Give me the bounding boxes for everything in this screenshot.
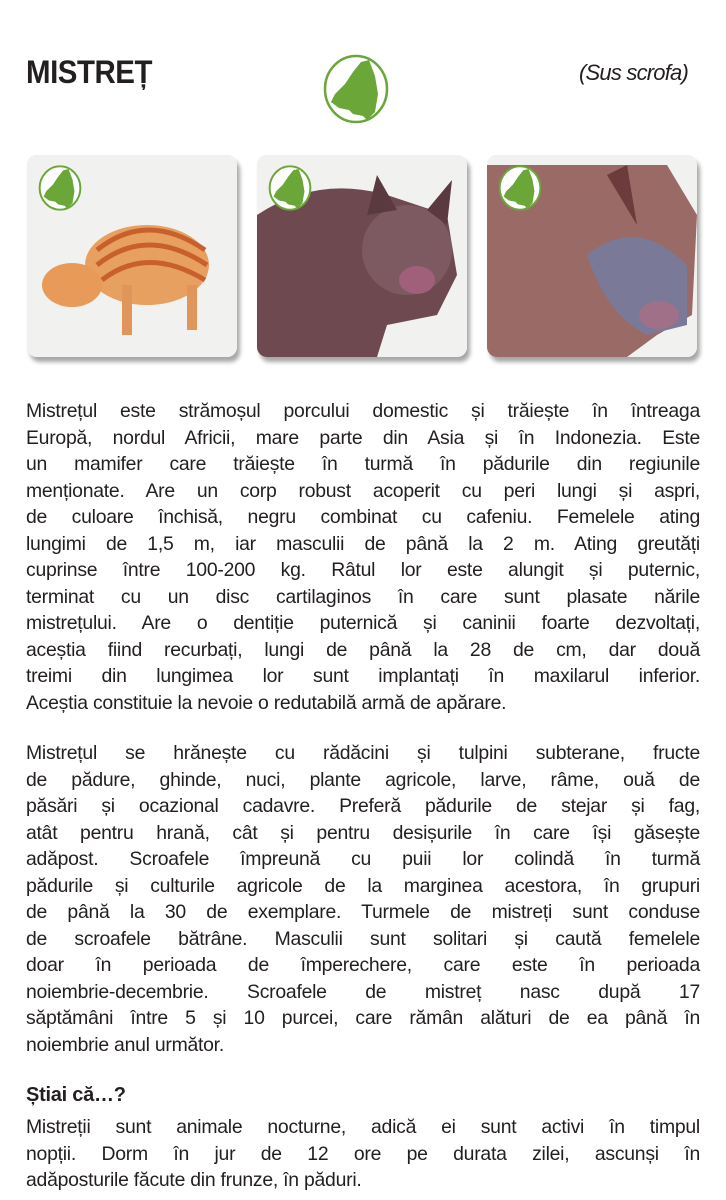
fact-heading: Știai că…? xyxy=(26,1084,126,1106)
text-line: păsări și ocazional cadavre. Preferă pădurile de stejar și fag, xyxy=(26,795,700,817)
page-title: MISTREȚ xyxy=(26,54,152,90)
text-line: mistrețului. Are o dentiție puternică și caninii foarte dezvoltați, xyxy=(26,612,700,634)
fact-paragraph xyxy=(26,1114,700,1194)
text-line: de scroafele bătrâne. Masculii sunt solitari și caută femelele xyxy=(26,927,700,950)
text-line: nopții. Dorm în jur de 12 ore pe durata zilei, ascunși în xyxy=(26,1142,700,1165)
text-line: adăposturile făcute din frunze, în păduri. xyxy=(26,1169,362,1191)
text-line: adăpost. Scroafele împreună cu puii lor colindă în turmă xyxy=(26,848,700,870)
description-paragraph xyxy=(26,398,700,716)
text-line: terminat cu un disc cartilaginos în care sunt plasate nările xyxy=(26,585,700,608)
text-line: Mistrețul este strămoșul porcului domestic și trăiește în întreaga xyxy=(26,400,700,422)
boar-male-image xyxy=(487,155,697,357)
text-line: un mamifer care trăiește în turmă în pădurile din regiunile xyxy=(26,453,700,475)
text-line: Aceștia constituie la nevoie o redutabilă armă de apărare. xyxy=(26,691,507,714)
boar-female-image xyxy=(257,155,467,357)
boar-head-badge-icon xyxy=(323,54,389,124)
text-line: menționate. Are un corp robust acoperit cu peri lungi și aspri, xyxy=(26,479,700,502)
boar-head-badge-icon xyxy=(37,165,83,211)
boar-head-badge-icon xyxy=(267,165,313,211)
text-line: de pădure, ghinde, nuci, plante agricole, larve, râme, ouă de xyxy=(26,768,700,791)
text-line: de până la 30 de exemplare. Turmele de mistreți sunt conduse xyxy=(26,901,700,923)
text-line: Europă, nordul Africii, mare parte din Asia și în Indonezia. Este xyxy=(26,426,700,449)
text-line: Mistreții sunt animale nocturne, adică ei sunt activi în timpul xyxy=(26,1116,700,1138)
text-line: cuprinse între 100-200 kg. Râtul lor este alungit și puternic, xyxy=(26,559,700,581)
text-line: săptămâni între 5 și 10 purcei, care rămân alături de ea până în xyxy=(26,1007,700,1029)
text-line: lungimi de 1,5 m, iar masculii de până la 2 m. Ating greutăți xyxy=(26,532,700,555)
text-line: noiembrie-decembrie. Scroafele de mistreț nasc după 17 xyxy=(26,980,700,1003)
text-line: treimi din lungimea lor sunt implantați în maxilarul inferior. xyxy=(26,665,700,687)
latin-name: (Sus scrofa) xyxy=(579,60,688,85)
boar-head-badge-icon xyxy=(497,165,543,211)
text-line: doar în perioada de împerechere, care este în perioada xyxy=(26,954,700,976)
diet-paragraph xyxy=(26,740,700,1058)
boar-piglet-image xyxy=(27,155,237,357)
text-line: pădurile și culturile agricole de la marginea acestora, în grupuri xyxy=(26,874,700,897)
text-line: Mistrețul se hrănește cu rădăcini și tulpini subterane, fructe xyxy=(26,742,700,764)
text-line: de culoare închisă, negru combinat cu cafeniu. Femelele ating xyxy=(26,506,700,528)
text-line: atât pentru hrană, cât și pentru desișurile în care își găsește xyxy=(26,821,700,844)
text-line: aceștia fiind recurbați, lungi de până la 28 de cm, dar două xyxy=(26,638,700,661)
text-line: noiembrie anul următor. xyxy=(26,1033,224,1056)
